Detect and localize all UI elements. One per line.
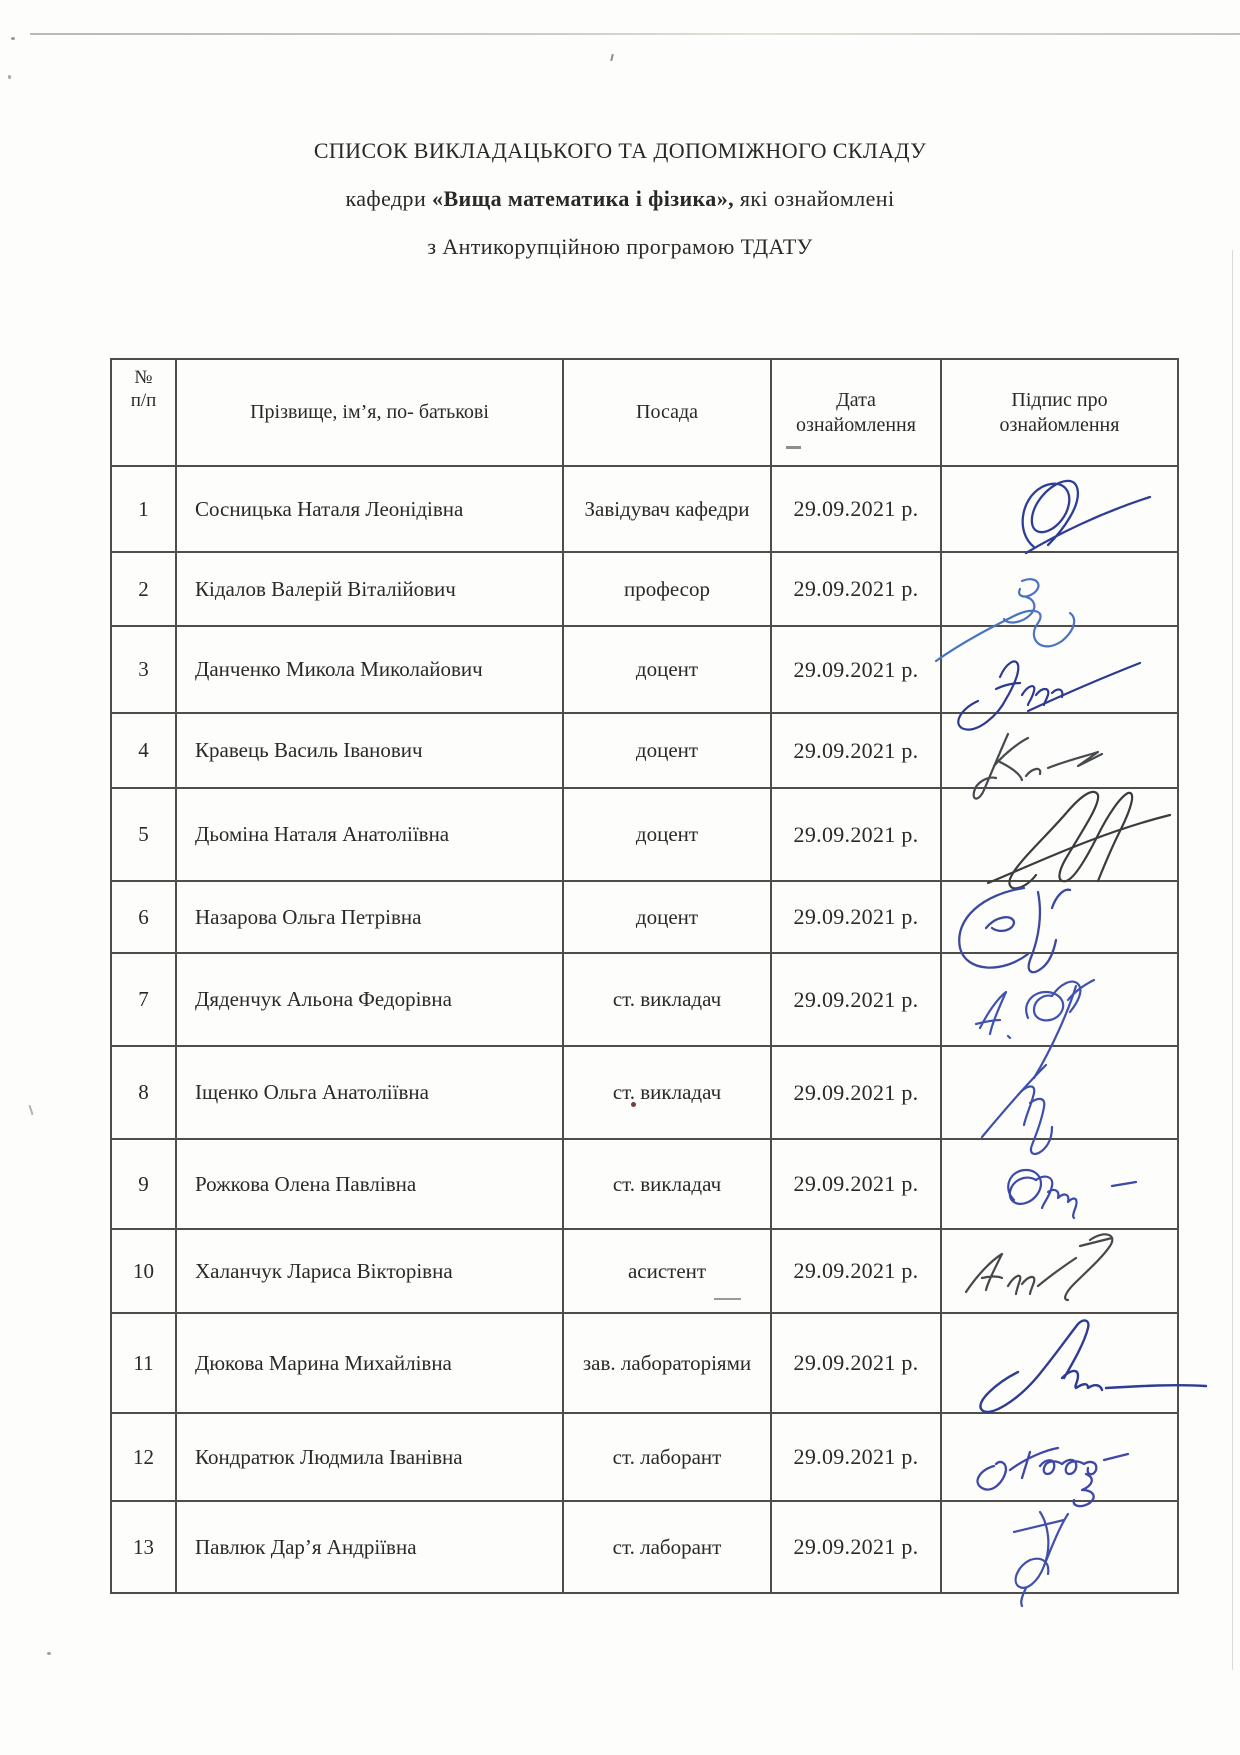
- row-number: 11: [111, 1313, 176, 1413]
- title-line-2: кафедри «Вища математика і фізика», які ознайомлені: [345, 186, 895, 211]
- acknowledgement-date: 29.09.2021 р.: [771, 1139, 941, 1229]
- staff-name: Сосницька Наталя Леонідівна: [176, 466, 563, 552]
- acknowledgement-date: 29.09.2021 р.: [771, 552, 941, 626]
- table-row: [111, 1046, 1178, 1139]
- acknowledgement-date: 29.09.2021 р.: [771, 1229, 941, 1313]
- header-date: Дата ознайомлення: [771, 359, 941, 466]
- staff-name: Дяденчук Альона Федорівна: [176, 953, 563, 1046]
- signature-cell: [941, 1229, 1178, 1313]
- signature-cell: [941, 1501, 1178, 1593]
- staff-position: професор: [563, 552, 771, 626]
- row-number: 4: [111, 713, 176, 788]
- scan-speck: [47, 1652, 51, 1655]
- scan-speck: [8, 75, 11, 79]
- staff-position: доцент: [563, 881, 771, 953]
- table-row: [111, 953, 1178, 1046]
- table-row: [111, 1313, 1178, 1413]
- staff-name: Іщенко Ольга Анатоліївна: [176, 1046, 563, 1139]
- row-number: 6: [111, 881, 176, 953]
- signature-scribble: [984, 1504, 1109, 1606]
- staff-table: [110, 358, 1179, 1594]
- scan-line-artifact: [30, 33, 1240, 35]
- signature-scribble: [1004, 469, 1154, 561]
- header-name: Прізвище, ім’я, по- батькові: [176, 359, 563, 466]
- staff-position: доцент: [563, 626, 771, 713]
- title-line-3: з Антикорупційною програмою ТДАТУ: [427, 234, 813, 259]
- staff-name: Кондратюк Людмила Іванівна: [176, 1413, 563, 1501]
- row-number: 10: [111, 1229, 176, 1313]
- table-row: [111, 881, 1178, 953]
- row-number: 2: [111, 552, 176, 626]
- scan-speck: [29, 1105, 34, 1115]
- row-number: 8: [111, 1046, 176, 1139]
- signature-scribble: [974, 1154, 1144, 1236]
- staff-name: Рожкова Олена Павлівна: [176, 1139, 563, 1229]
- signature-cell: [941, 626, 1178, 713]
- signature-cell: [941, 881, 1178, 953]
- acknowledgement-date: 29.09.2021 р.: [771, 713, 941, 788]
- signature-cell: [941, 1046, 1178, 1139]
- header-position: Посада: [563, 359, 771, 466]
- acknowledgement-date: 29.09.2021 р.: [771, 1313, 941, 1413]
- scan-speck: [11, 37, 15, 40]
- staff-name: Дьоміна Наталя Анатоліївна: [176, 788, 563, 881]
- acknowledgement-date: 29.09.2021 р.: [771, 881, 941, 953]
- table-row: [111, 1501, 1178, 1593]
- staff-position: ст. викладач: [563, 1139, 771, 1229]
- staff-name: Павлюк Дар’я Андріївна: [176, 1501, 563, 1593]
- staff-position: доцент: [563, 788, 771, 881]
- staff-position: ст. лаборант: [563, 1413, 771, 1501]
- scan-speck: [610, 54, 614, 61]
- table-row: [111, 626, 1178, 713]
- row-number: 9: [111, 1139, 176, 1229]
- signature-cell: [941, 1313, 1178, 1413]
- staff-position: ст. викладач: [563, 953, 771, 1046]
- staff-name: Назарова Ольга Петрівна: [176, 881, 563, 953]
- table-row: [111, 1229, 1178, 1313]
- table-row: [111, 788, 1178, 881]
- staff-position: доцент: [563, 713, 771, 788]
- table-row: [111, 466, 1178, 552]
- acknowledgement-date: 29.09.2021 р.: [771, 953, 941, 1046]
- signature-cell: [941, 552, 1178, 626]
- signature-cell: [941, 1413, 1178, 1501]
- row-number: 12: [111, 1413, 176, 1501]
- staff-position: ст. викладач: [563, 1046, 771, 1139]
- title-line-1: СПИСОК ВИКЛАДАЦЬКОГО ТА ДОПОМІЖНОГО СКЛАДУ: [313, 138, 927, 163]
- header-signature: Підпис про ознайомлення: [941, 359, 1178, 466]
- table-row: [111, 552, 1178, 626]
- staff-position: ст. лаборант: [563, 1501, 771, 1593]
- signature-cell: [941, 1139, 1178, 1229]
- row-number: 5: [111, 788, 176, 881]
- row-number: 1: [111, 466, 176, 552]
- staff-position: Завідувач кафедри: [563, 466, 771, 552]
- acknowledgement-date: 29.09.2021 р.: [771, 626, 941, 713]
- signature-scribble: [954, 1228, 1144, 1316]
- table-row: [111, 713, 1178, 788]
- table-header-row: [111, 359, 1178, 466]
- row-number: 3: [111, 626, 176, 713]
- staff-position: асистент: [563, 1229, 771, 1313]
- table-row: [111, 1139, 1178, 1229]
- row-number: 7: [111, 953, 176, 1046]
- staff-position: зав. лабораторіями: [563, 1313, 771, 1413]
- row-number: 13: [111, 1501, 176, 1593]
- staff-name: Халанчук Лариса Вікторівна: [176, 1229, 563, 1313]
- acknowledgement-date: 29.09.2021 р.: [771, 1501, 941, 1593]
- acknowledgement-date: 29.09.2021 р.: [771, 1413, 941, 1501]
- signature-cell: [941, 466, 1178, 552]
- department-name: «Вища математика і фізика»,: [432, 186, 735, 211]
- signature-scribble: [960, 1316, 1210, 1418]
- table-row: [111, 1413, 1178, 1501]
- signature-cell: [941, 788, 1178, 881]
- signature-cell: [941, 953, 1178, 1046]
- signature-cell: [941, 713, 1178, 788]
- staff-name: Кравець Василь Іванович: [176, 713, 563, 788]
- document-title: [0, 138, 1240, 282]
- acknowledgement-date: 29.09.2021 р.: [771, 466, 941, 552]
- staff-name: Кідалов Валерій Віталійович: [176, 552, 563, 626]
- staff-name: Данченко Микола Миколайович: [176, 626, 563, 713]
- acknowledgement-date: 29.09.2021 р.: [771, 1046, 941, 1139]
- staff-name: Дюкова Марина Михайлівна: [176, 1313, 563, 1413]
- header-number: № п/п: [111, 359, 176, 466]
- scan-edge-artifact: [1232, 250, 1233, 1670]
- acknowledgement-date: 29.09.2021 р.: [771, 788, 941, 881]
